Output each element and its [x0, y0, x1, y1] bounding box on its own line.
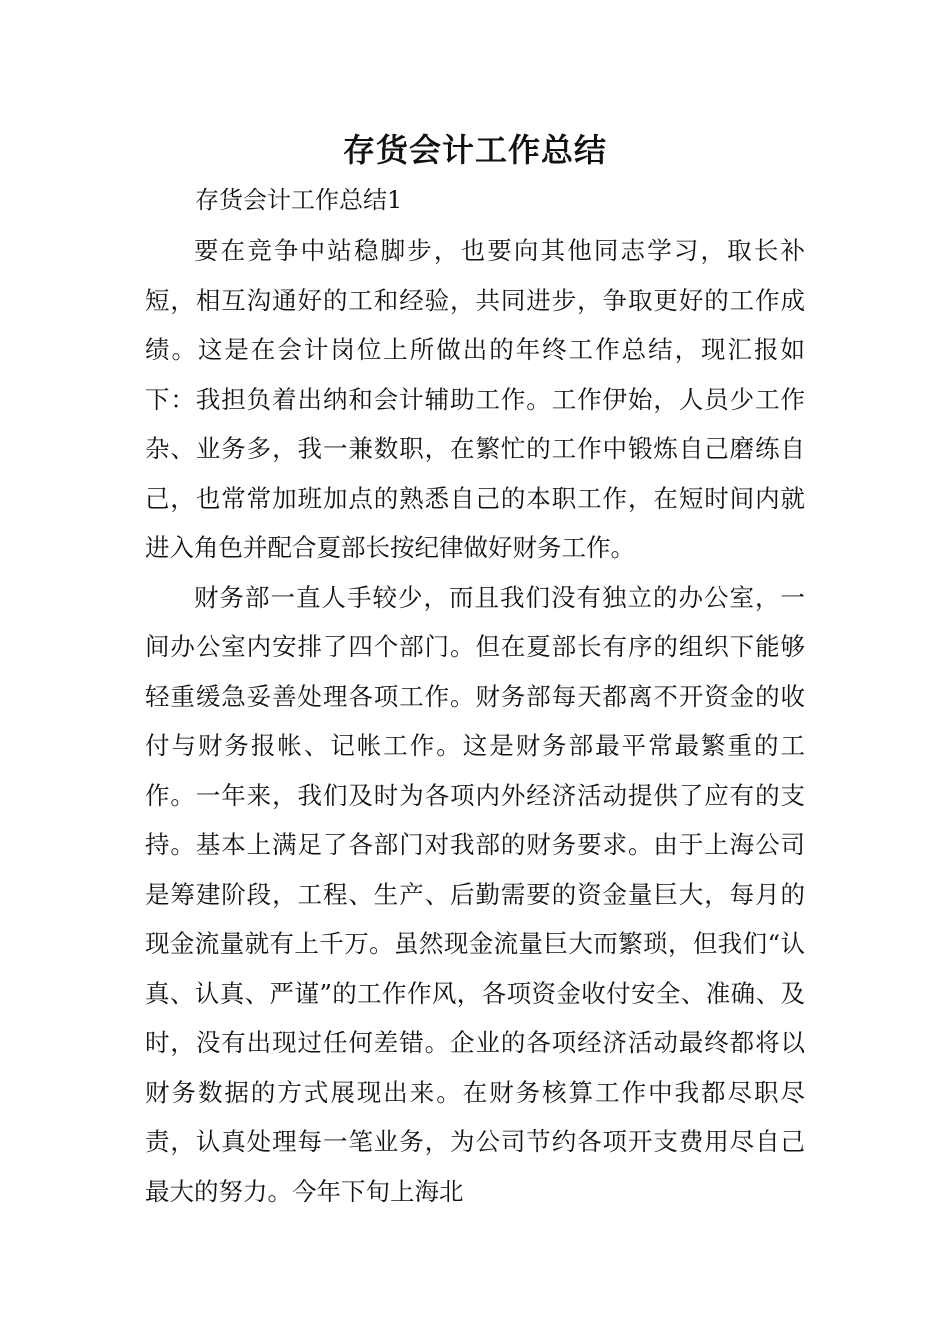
section-heading: 存货会计工作总结1: [195, 186, 403, 214]
paragraph-1: 要在竞争中站稳脚步，也要向其他同志学习，取长补短，相互沟通好的工和经验，共同进步，争取更好的工作成绩。这是在会计岗位上所做出的年终工作总结，现汇报如下：我担负着出纳和会计辅助工作。工作伊始，人员少工作杂、业务多，我一兼数职，在繁忙的工作中锻炼自己磨练自己，也常常加班加点的熟悉自己的本职工作，在短时间内就进入角色并配合夏部长按纪律做好财务工作。: [145, 236, 805, 562]
paragraph-2: 财务部一直人手较少，而且我们没有独立的办公室，一间办公室内安排了四个部门。但在夏部长有序的组织下能够轻重缓急妥善处理各项工作。财务部每天都离不开资金的收付与财务报帐、记帐工作。这是财务部最平常最繁重的工作。一年来，我们及时为各项内外经济活动提供了应有的支持。基本上满足了各部门对我部的财务要求。由于上海公司是筹建阶段，工程、生产、后勤需要的资金量巨大，每月的现金流量就有上千万。虽然现金流量巨大而繁琐，但我们“认真、认真、严谨”的工作作风，各项资金收付安全、准确、及时，没有出现过任何差错。企业的各项经济活动最终都将以财务数据的方式展现出来。在财务核算工作中我都尽职尽责，认真处理每一笔业务，为公司节约各项开支费用尽自己最大的努力。今年下旬上海北: [145, 582, 805, 1206]
document-body: [145, 226, 805, 1216]
document-title: 存货会计工作总结: [342, 131, 607, 169]
